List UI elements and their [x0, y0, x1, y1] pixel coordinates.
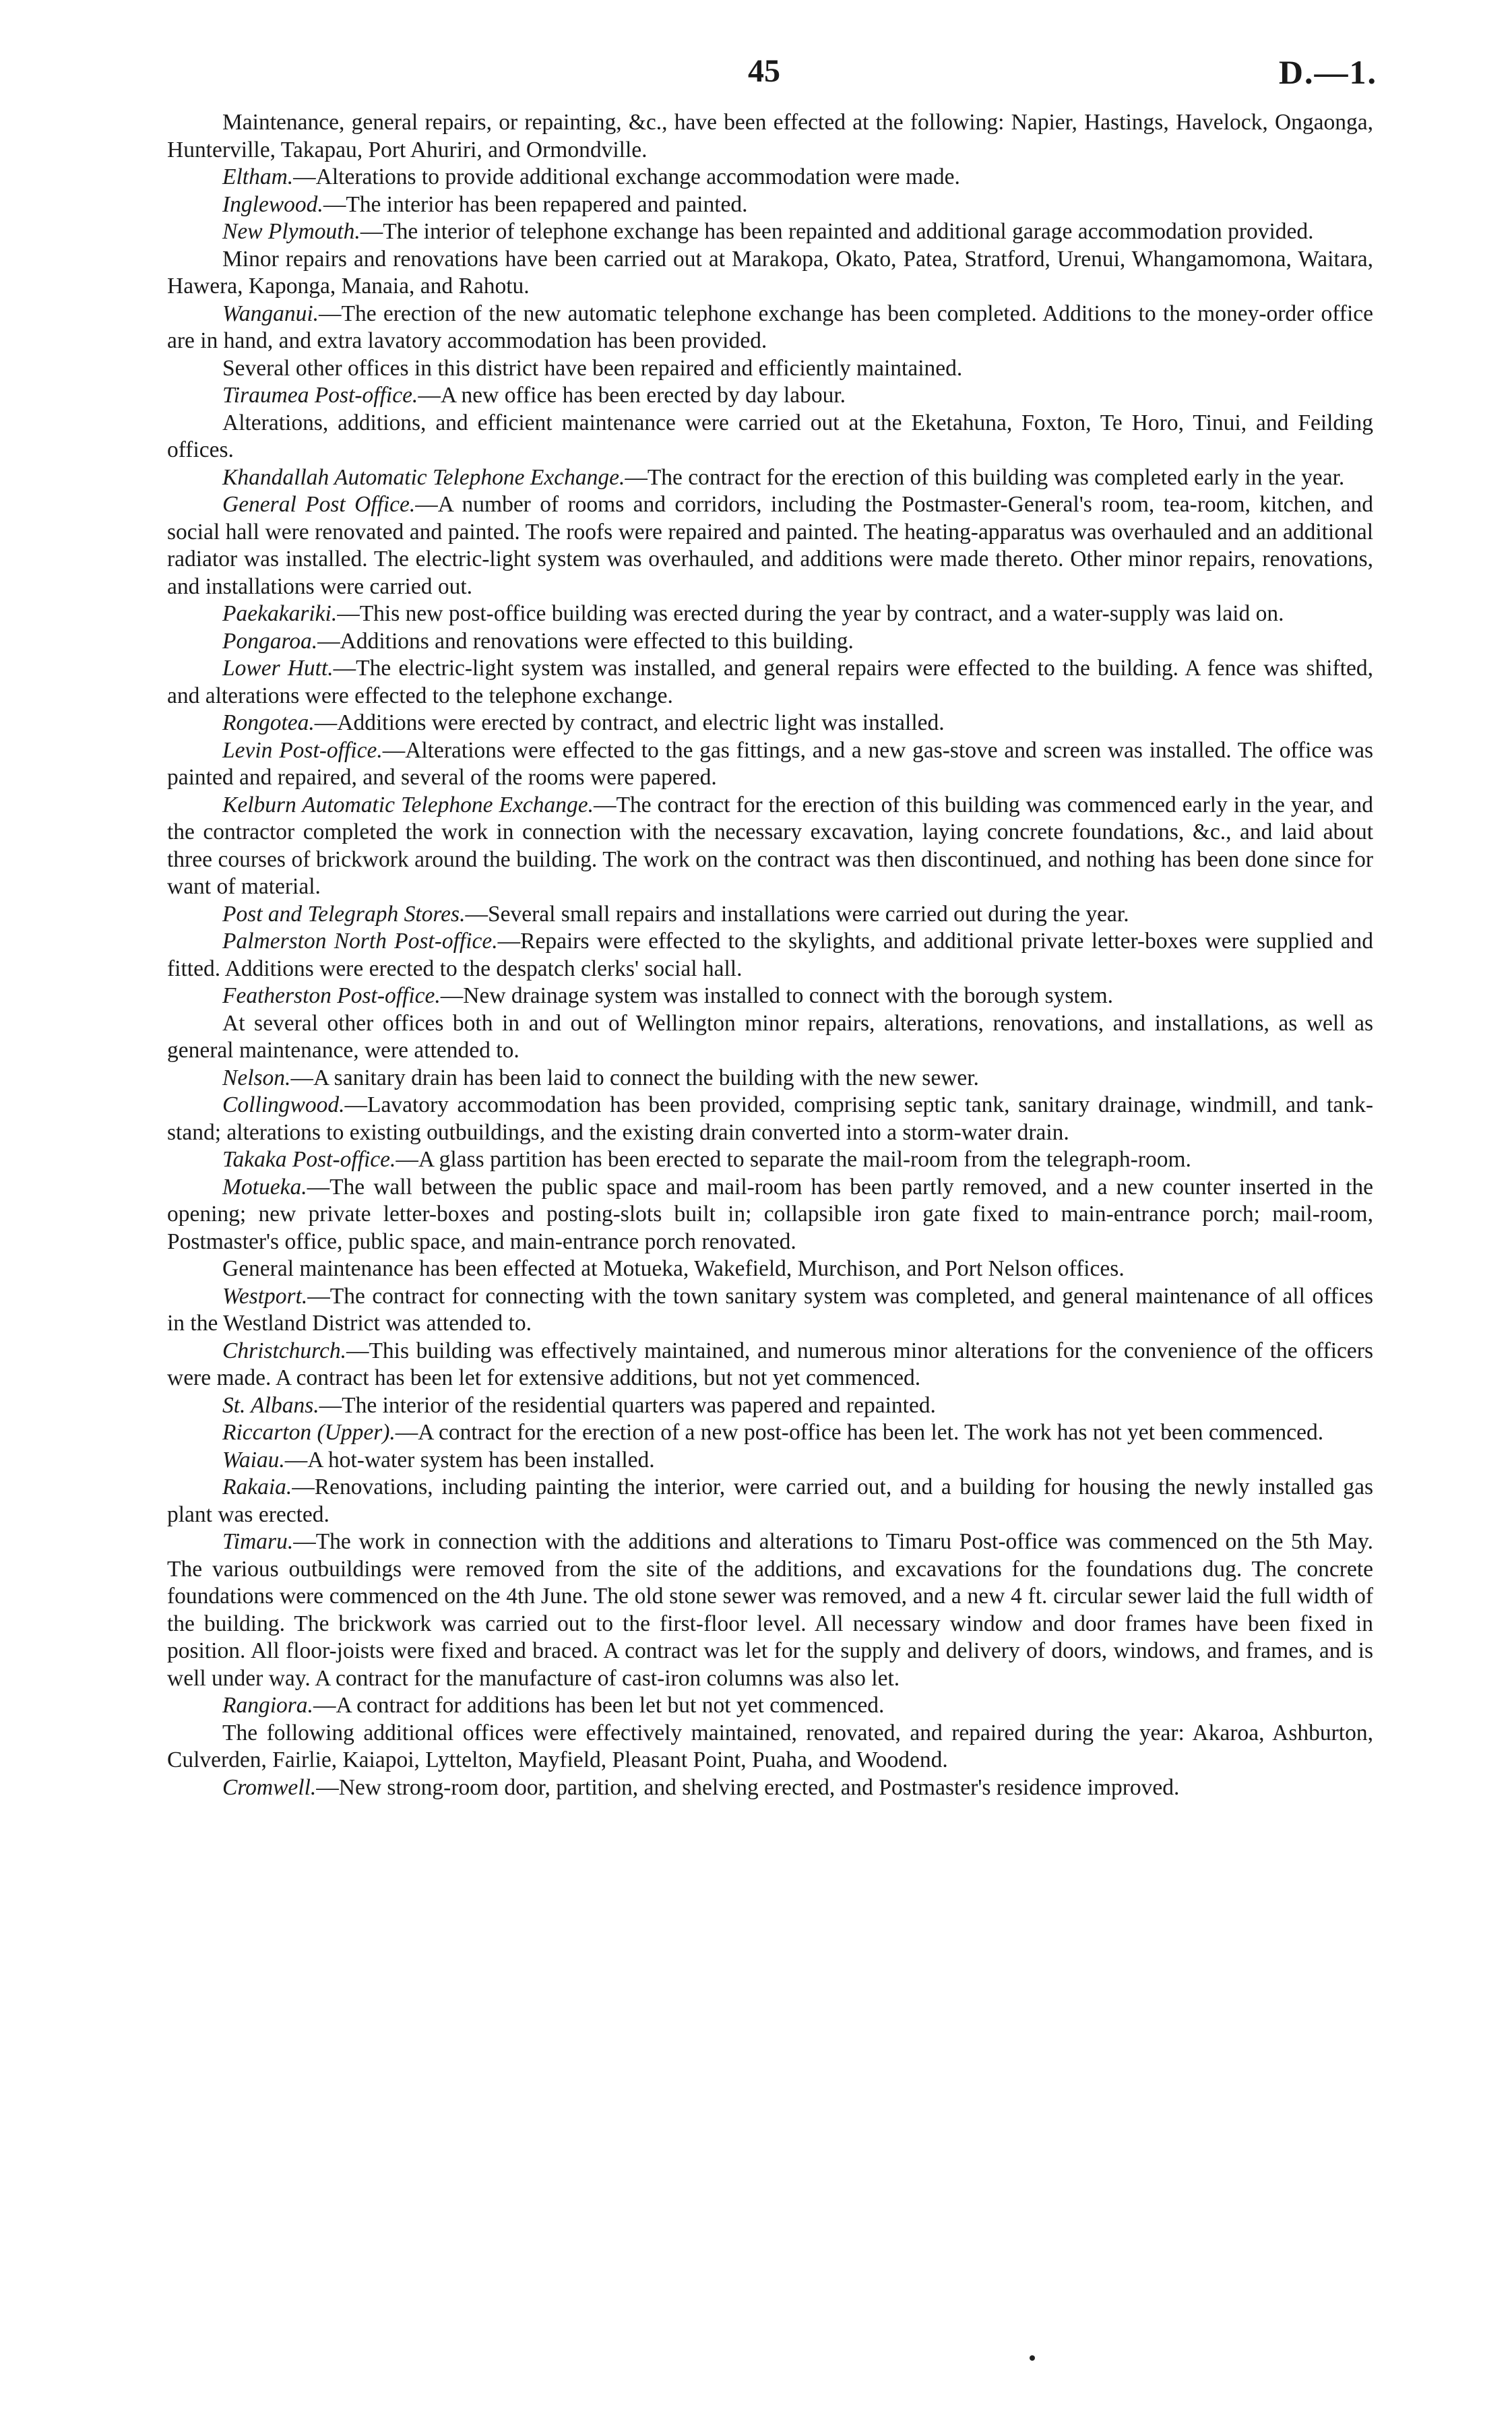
- report-paragraph: [167, 1720, 1373, 1774]
- report-paragraph: [167, 710, 1373, 737]
- paragraph-text: —The wall between the public space and mail-room has been partly removed, and a new counter inserted in the opening; new private letter-boxes and posting-slots built in; collapsible iron gate fixed to main-entrance porch; mail-room, Postmaster's office, public space, and main-entrance porch renovated.: [167, 1174, 1373, 1254]
- place-heading: Riccarton (Upper).: [222, 1420, 396, 1445]
- report-paragraph: [167, 983, 1373, 1010]
- report-paragraph: [167, 355, 1373, 383]
- report-paragraph: [167, 1010, 1373, 1065]
- place-heading: Westport.: [222, 1283, 308, 1309]
- paragraph-text: —Lavatory accommodation has been provided, comprising septic tank, sanitary drainage, windmill, and tank-stand; alterations to existing outbuildings, and the existing drain converted into a storm-water drain.: [167, 1092, 1373, 1145]
- place-heading: Motueka.: [222, 1174, 307, 1200]
- report-paragraph: [167, 1092, 1373, 1146]
- place-heading: Nelson.: [222, 1065, 291, 1090]
- place-heading: Pongaroa.: [222, 628, 318, 654]
- paragraph-text: General maintenance has been effected at Motueka, Wakefield, Murchison, and Port Nelson offices.: [222, 1256, 1125, 1281]
- place-heading: Kelburn Automatic Telephone Exchange.: [222, 792, 594, 817]
- paragraph-text: —A contract for the erection of a new post-office has been let. The work has not yet been commenced.: [395, 1420, 1324, 1445]
- report-paragraph: [167, 1528, 1373, 1692]
- report-paragraph: [167, 1692, 1373, 1720]
- report-paragraph: [167, 109, 1373, 164]
- paragraph-text: —Repairs were effected to the skylights, and additional private letter-boxes were supplied and fitted. Additions were erected to the despatch clerks' social hall.: [167, 929, 1374, 981]
- report-paragraph: [167, 1255, 1373, 1283]
- paragraph-text: —Additions and renovations were effected to this building.: [317, 628, 854, 654]
- paragraph-text: —A new office has been erected by day labour.: [418, 383, 846, 408]
- place-heading: Featherston Post-office.: [222, 983, 441, 1008]
- paragraph-text: —New strong-room door, partition, and shelving erected, and Postmaster's residence improved.: [316, 1774, 1180, 1800]
- report-paragraph: [167, 1392, 1373, 1420]
- report-paragraph: [167, 737, 1373, 792]
- report-paragraph: [167, 382, 1373, 410]
- paragraph-text: —This new post-office building was erected during the year by contract, and a water-supply was laid on.: [337, 601, 1284, 626]
- place-heading: St. Albans.: [222, 1392, 319, 1418]
- place-heading: Levin Post-office.: [222, 737, 383, 763]
- report-paragraph: [167, 1283, 1373, 1338]
- paragraph-text: —New drainage system was installed to connect with the borough system.: [440, 983, 1114, 1008]
- place-heading: Timaru.: [222, 1529, 294, 1554]
- paragraph-text: —The interior of telephone exchange has been repainted and additional garage accommodation provided.: [360, 219, 1314, 244]
- document-reference: D.—1.: [1278, 53, 1377, 91]
- report-paragraph: [167, 218, 1373, 246]
- paragraph-text: —The interior has been repapered and painted.: [323, 191, 748, 217]
- report-paragraph: [167, 1447, 1373, 1475]
- place-heading: Waiau.: [222, 1447, 285, 1472]
- place-heading: Eltham.: [222, 164, 294, 189]
- paragraph-text: —A hot-water system has been installed.: [284, 1447, 655, 1472]
- report-paragraph: [167, 1419, 1373, 1447]
- paragraph-text: The following additional offices were effectively maintained, renovated, and repaired during the year: Akaroa, Ashburton, Culverden, Fairlie, Kaiapoi, Lyttelton, Mayfield, Pleasant Point, Puaha, and Woodend.: [167, 1720, 1373, 1772]
- paragraph-text: At several other offices both in and out of Wellington minor repairs, alterations, renovations, and installations, as well as general maintenance, were attended to.: [167, 1010, 1373, 1063]
- place-heading: Cromwell.: [222, 1774, 317, 1800]
- paragraph-text: Maintenance, general repairs, or repainting, &c., have been effected at the following: Napier, Hastings, Havelock, Ongaonga, Hunterville, Takapau, Port Ahuriri, and Ormondville.: [167, 110, 1373, 162]
- paragraph-text: Minor repairs and renovations have been carried out at Marakopa, Okato, Patea, Stratford, Urenui, Whangamomona, Waitara, Hawera, Kaponga, Manaia, and Rahotu.: [167, 246, 1373, 299]
- place-heading: Collingwood.: [222, 1092, 345, 1117]
- place-heading: New Plymouth.: [222, 219, 360, 244]
- place-heading: Rakaia.: [222, 1475, 292, 1499]
- report-paragraph: [167, 246, 1373, 301]
- report-paragraph: [167, 1774, 1373, 1802]
- report-paragraph: [167, 600, 1373, 628]
- place-heading: Post and Telegraph Stores.: [222, 901, 466, 927]
- report-paragraph: [167, 901, 1373, 929]
- paragraph-text: —The erection of the new automatic telephone exchange has been completed. Additions to the money-order office are in hand, and extra lavatory accommodation has been provided.: [167, 301, 1373, 353]
- place-heading: Takaka Post-office.: [222, 1147, 396, 1172]
- place-heading: Wanganui.: [222, 301, 319, 326]
- place-heading: Christchurch.: [222, 1338, 346, 1363]
- report-paragraph: [167, 1146, 1373, 1174]
- report-paragraph: [167, 464, 1373, 492]
- report-body: [167, 109, 1373, 1801]
- report-paragraph: [167, 301, 1373, 355]
- place-heading: Lower Hutt.: [222, 656, 334, 681]
- paragraph-text: —A number of rooms and corridors, including the Postmaster-General's room, tea-room, kitchen, and social hall were renovated and painted. The roofs were repaired and painted. The heating-apparatus was overhauled and an additional radiator was installed. The electric-light system was overhauled, and additions were made thereto. Other minor repairs, renovations, and installations were carried out.: [167, 492, 1373, 599]
- paragraph-text: —Additions were erected by contract, and electric light was installed.: [314, 710, 945, 735]
- place-heading: Palmerston North Post-office.: [222, 929, 498, 954]
- paragraph-text: —Several small repairs and installations were carried out during the year.: [465, 901, 1129, 927]
- place-heading: Khandallah Automatic Telephone Exchange.: [222, 464, 625, 490]
- paragraph-text: —Renovations, including painting the interior, were carried out, and a building for housing the newly installed gas plant was erected.: [167, 1475, 1373, 1527]
- paragraph-text: —A glass partition has been erected to separate the mail-room from the telegraph-room.: [396, 1147, 1191, 1172]
- report-paragraph: [167, 628, 1373, 656]
- place-heading: General Post Office.: [222, 492, 416, 517]
- report-paragraph: [167, 164, 1373, 191]
- report-paragraph: [167, 655, 1373, 710]
- place-heading: Tiraumea Post-office.: [222, 383, 418, 408]
- paragraph-text: —A contract for additions has been let but not yet commenced.: [313, 1693, 885, 1718]
- paragraph-text: —The contract for connecting with the town sanitary system was completed, and general maintenance of all offices in the Westland District was attended to.: [167, 1283, 1373, 1336]
- paragraph-text: Several other offices in this district have been repaired and efficiently maintained.: [222, 355, 963, 381]
- paragraph-text: —Alterations to provide additional exchange accommodation were made.: [293, 164, 960, 189]
- report-paragraph: [167, 1474, 1373, 1528]
- place-heading: Rongotea.: [222, 710, 315, 735]
- paragraph-text: —The electric-light system was installed, and general repairs were effected to the building. A fence was shifted, and alterations were effected to the telephone exchange.: [167, 656, 1373, 708]
- report-paragraph: [167, 1338, 1373, 1392]
- place-heading: Rangiora.: [222, 1693, 313, 1718]
- report-paragraph: [167, 191, 1373, 219]
- stray-mark: [1030, 2355, 1035, 2361]
- paragraph-text: —The contract for the erection of this building was commenced early in the year, and the contractor completed the work in connection with the necessary excavation, laying concrete foundations, &c., and laid about three courses of brickwork around the building. The work on the contract was then discontinued, and nothing has been done since for want of material.: [167, 792, 1373, 899]
- page-header: [0, 53, 1512, 100]
- paragraph-text: —The contract for the erection of this building was completed early in the year.: [625, 464, 1345, 490]
- paragraph-text: —This building was effectively maintained, and numerous minor alterations for the convenience of the officers were made. A contract has been let for extensive additions, but not yet commenced.: [167, 1338, 1373, 1390]
- report-paragraph: [167, 410, 1373, 464]
- report-paragraph: [167, 792, 1373, 901]
- report-paragraph: [167, 1065, 1373, 1092]
- place-heading: Inglewood.: [222, 191, 323, 217]
- paragraph-text: —Alterations were effected to the gas fittings, and a new gas-stove and screen was installed. The office was painted and repaired, and several of the rooms were papered.: [167, 737, 1373, 790]
- place-heading: Paekakariki.: [222, 601, 338, 626]
- report-paragraph: [167, 491, 1373, 600]
- paragraph-text: Alterations, additions, and efficient maintenance were carried out at the Eketahuna, Foxton, Te Horo, Tinui, and Feilding offices.: [167, 410, 1373, 462]
- paragraph-text: —The interior of the residential quarters was papered and repainted.: [319, 1392, 936, 1418]
- report-paragraph: [167, 1174, 1373, 1256]
- report-paragraph: [167, 928, 1373, 983]
- paragraph-text: —A sanitary drain has been laid to connect the building with the new sewer.: [290, 1065, 979, 1090]
- page-number: 45: [748, 53, 780, 89]
- paragraph-text: —The work in connection with the additions and alterations to Timaru Post-office was commenced on the 5th May. The various outbuildings were removed from the site of the additions, and excavations for the foundations dug. The concrete foundations were commenced on the 4th June. The old stone sewer was removed, and a new 4 ft. circular sewer laid the full width of the building. The brickwork was carried out to the first-floor level. All necessary window and door frames have been fixed in position. All floor-joists were fixed and braced. A contract was let for the supply and delivery of doors, windows, and frames, and is well under way. A contract for the manufacture of cast-iron columns was also let.: [167, 1529, 1373, 1691]
